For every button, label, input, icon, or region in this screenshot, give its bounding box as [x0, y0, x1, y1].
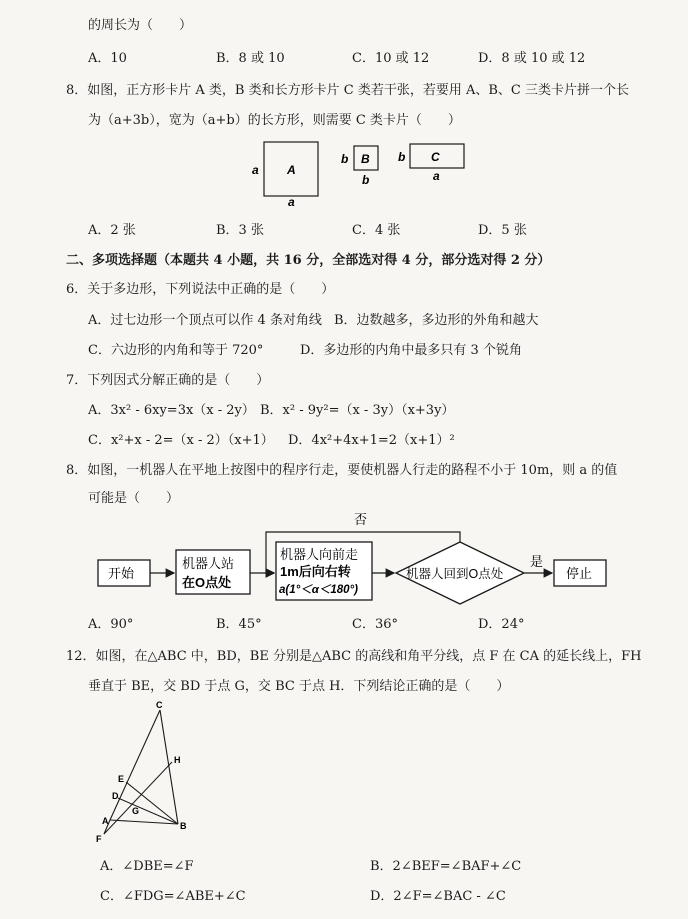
card-c-label: C	[431, 150, 440, 164]
option-a: A．∠DBE=∠F	[100, 859, 194, 874]
point-d-label: D	[112, 791, 119, 801]
option-a: A．3x² - 6xy=3x（x - 2y）	[88, 403, 255, 418]
flow-step1-line1: 机器人站	[182, 556, 235, 571]
flow-step1-line2: 在O点处	[182, 575, 232, 590]
option-b: B．x² - 9y²=（x - 3y）（x+3y）	[260, 403, 455, 418]
point-b-label: B	[180, 821, 187, 831]
option-c: C．36°	[352, 617, 398, 632]
option-d: D．24°	[478, 617, 525, 632]
card-b-side: b	[341, 152, 349, 166]
flow-no-label: 否	[354, 512, 368, 527]
point-e-label: E	[118, 774, 125, 784]
option-a: A．过七边形一个顶点可以作 4 条对角线	[88, 313, 322, 328]
flowchart	[90, 512, 620, 616]
option-d: D．8 或 10 或 12	[478, 51, 586, 66]
question-stem-cont: 可能是（ ）	[88, 491, 180, 506]
flow-step2-line1: 机器人向前走	[280, 547, 359, 562]
flow-step2-line2: 1m后向右转	[280, 564, 351, 579]
option-c: C．六边形的内角和等于 720°	[88, 343, 264, 358]
card-a-side: a	[252, 163, 259, 177]
question-stem: 7．下列因式分解正确的是（ ）	[66, 373, 270, 388]
option-d: D．5 张	[478, 223, 527, 238]
option-c: C．x²+x - 2=（x - 2）（x+1）	[88, 433, 274, 448]
card-c-bottom: a	[433, 169, 440, 183]
option-b: B．8 或 10	[216, 51, 285, 66]
card-c-side: b	[398, 150, 406, 164]
point-c-label: C	[156, 700, 163, 710]
card-a-bottom: a	[288, 195, 295, 209]
question-stem-cont: 为（a+3b），宽为（a+b）的长方形，则需要 C 类卡片（ ）	[88, 113, 461, 128]
card-b-bottom: b	[362, 173, 370, 187]
option-a: A．2 张	[88, 223, 136, 238]
option-d: D．4x²+4x+1=2（x+1）²	[288, 433, 455, 448]
question-tail: 的周长为（ ）	[88, 18, 193, 33]
option-c: C．10 或 12	[352, 51, 430, 66]
option-b: B．边数越多，多边形的外角和越大	[334, 313, 539, 328]
option-a: A．90°	[88, 617, 134, 632]
question-stem: 6．关于多边形，下列说法中正确的是（ ）	[66, 282, 335, 297]
point-h-label: H	[174, 755, 181, 765]
flow-start-label: 开始	[108, 566, 135, 581]
point-f-label: F	[96, 834, 102, 844]
question-stem-cont: 垂直于 BE，交 BD 于点 G，交 BC 于点 H．下列结论正确的是（ ）	[88, 679, 510, 694]
flow-decision-label: 机器人回到O点处	[406, 567, 504, 581]
option-c: C．4 张	[352, 223, 401, 238]
flow-step2-line3: a(1°＜α＜180°)	[279, 584, 358, 596]
card-b-label: B	[361, 152, 370, 166]
option-a: A．10	[88, 51, 127, 66]
point-a-label: A	[102, 816, 109, 826]
point-g-label: G	[132, 806, 140, 816]
card-a-label: A	[287, 163, 296, 177]
question-stem: 8．如图，正方形卡片 A 类，B 类和长方形卡片 C 类若干张，若要用 A、B、C 三类卡片拼一个长	[66, 83, 629, 98]
flow-stop-label: 停止	[566, 566, 593, 581]
option-b: B．45°	[216, 617, 262, 632]
option-b: B．3 张	[216, 223, 264, 238]
question-stem: 8．如图，一机器人在平地上按图中的程序行走，要使机器人行走的路程不小于 10m，则 a 的值	[66, 463, 618, 478]
question-stem: 12．如图，在△ABC 中，BD，BE 分别是△ABC 的高线和角平分线，点 F 在 CA 的延长线上，FH	[66, 649, 642, 664]
cards-figure	[240, 136, 480, 210]
option-d: D．2∠F=∠BAC - ∠C	[370, 889, 506, 904]
section-title: 二、多项选择题（本题共 4 小题，共 16 分，全部选对得 4 分，部分选对得 2 分）	[66, 253, 551, 268]
option-d: D．多边形的内角中最多只有 3 个锐角	[300, 343, 522, 358]
triangle-figure	[90, 700, 210, 850]
flow-yes-label: 是	[530, 554, 544, 569]
option-b: B．2∠BEF=∠BAF+∠C	[370, 859, 522, 874]
option-c: C．∠FDG=∠ABE+∠C	[100, 889, 246, 904]
